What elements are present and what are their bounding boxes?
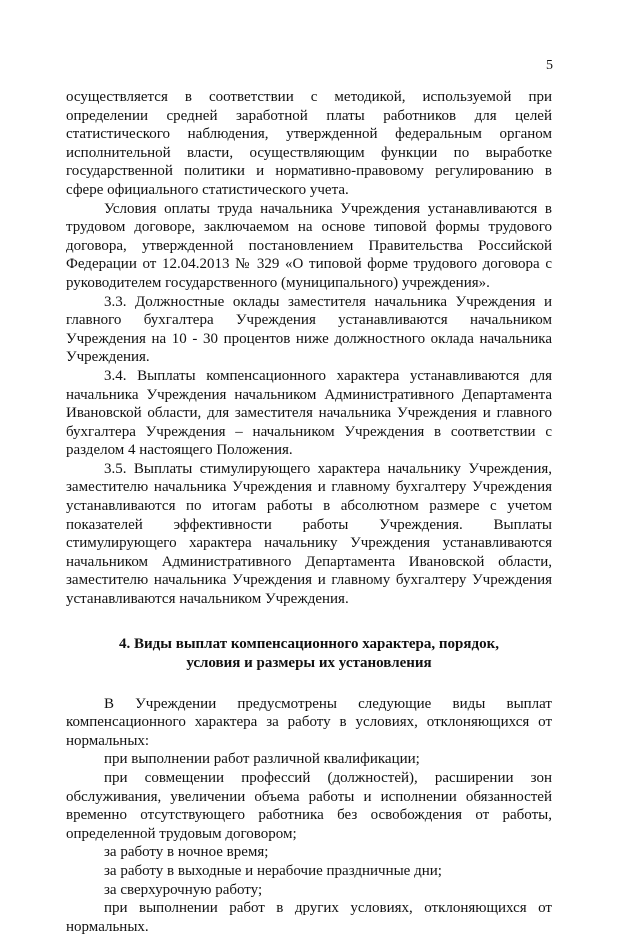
paragraph-3-3: 3.3. Должностные оклады заместителя начальника Учреждения и главного бухгалтера Учреждения устанавливаются начальником Учреждения на 10 - 30 процентов ниже должностного оклада начальника Учреждения. bbox=[66, 293, 552, 366]
list-item: при совмещении профессий (должностей), расширении зон обслуживания, увеличении объема работы и исполнении обязанностей временно отсутствующего работника без освобождения от работы, определенной трудовым договором; bbox=[66, 770, 552, 842]
paragraph: осуществляется в соответствии с методикой, используемой при определении средней заработной платы работников для целей статистического наблюдения, утвержденной федеральным органом исполнительной власти, осуществляющим функции по выработке государственной политики и нормативно-правовому регулированию в сфере официального статистического учета. bbox=[66, 89, 552, 198]
list-item: за работу в выходные и нерабочие праздничные дни; bbox=[104, 862, 442, 879]
document-body bbox=[66, 88, 552, 936]
paragraph: Условия оплаты труда начальника Учреждения устанавливаются в трудовом договоре, заключаемом на основе типовой формы трудового договора, утвержденной постановлением Правительства Российской Федерации от 12.04.2013 № 329 «О типовой форме трудового договора с руководителем государственного (муниципального) учреждения». bbox=[66, 200, 552, 291]
list-item: при выполнении работ в других условиях, отклоняющихся от нормальных. bbox=[66, 900, 552, 935]
section-4-heading bbox=[66, 635, 552, 674]
list-item: при выполнении работ различной квалификации; bbox=[104, 751, 420, 768]
list-item: за работу в ночное время; bbox=[104, 844, 269, 861]
paragraph: В Учреждении предусмотрены следующие виды выплат компенсационного характера за работу в условиях, отклоняющихся от нормальных: bbox=[66, 695, 552, 749]
paragraph-3-5: 3.5. Выплаты стимулирующего характера начальнику Учреждения, заместителю начальника Учреждения и главному бухгалтеру Учреждения устанавливаются по итогам работы в абсолютном размере с учетом показателей эффективности работы Учреждения. Выплаты стимулирующего характера начальнику Учреждения устанавливаются начальником Административного Департамента Ивановской области, заместителю начальника Учреждения и главному бухгалтеру Учреждения устанавливаются начальником Учреждения. bbox=[66, 460, 552, 608]
section-4-heading-line-1: 4. Виды выплат компенсационного характера, порядок, bbox=[119, 635, 499, 652]
list-item: за сверхурочную работу; bbox=[104, 881, 263, 898]
section-4-heading-line-2: условия и размеры их установления bbox=[186, 655, 432, 672]
page-number: 5 bbox=[546, 58, 553, 73]
paragraph-3-4: 3.4. Выплаты компенсационного характера устанавливаются для начальника Учреждения начальником Административного Департамента Ивановской области, для заместителя начальника Учреждения и главного бухгалтера Учреждения – начальником Учреждения в соответствии с разделом 4 настоящего Положения. bbox=[66, 367, 552, 459]
